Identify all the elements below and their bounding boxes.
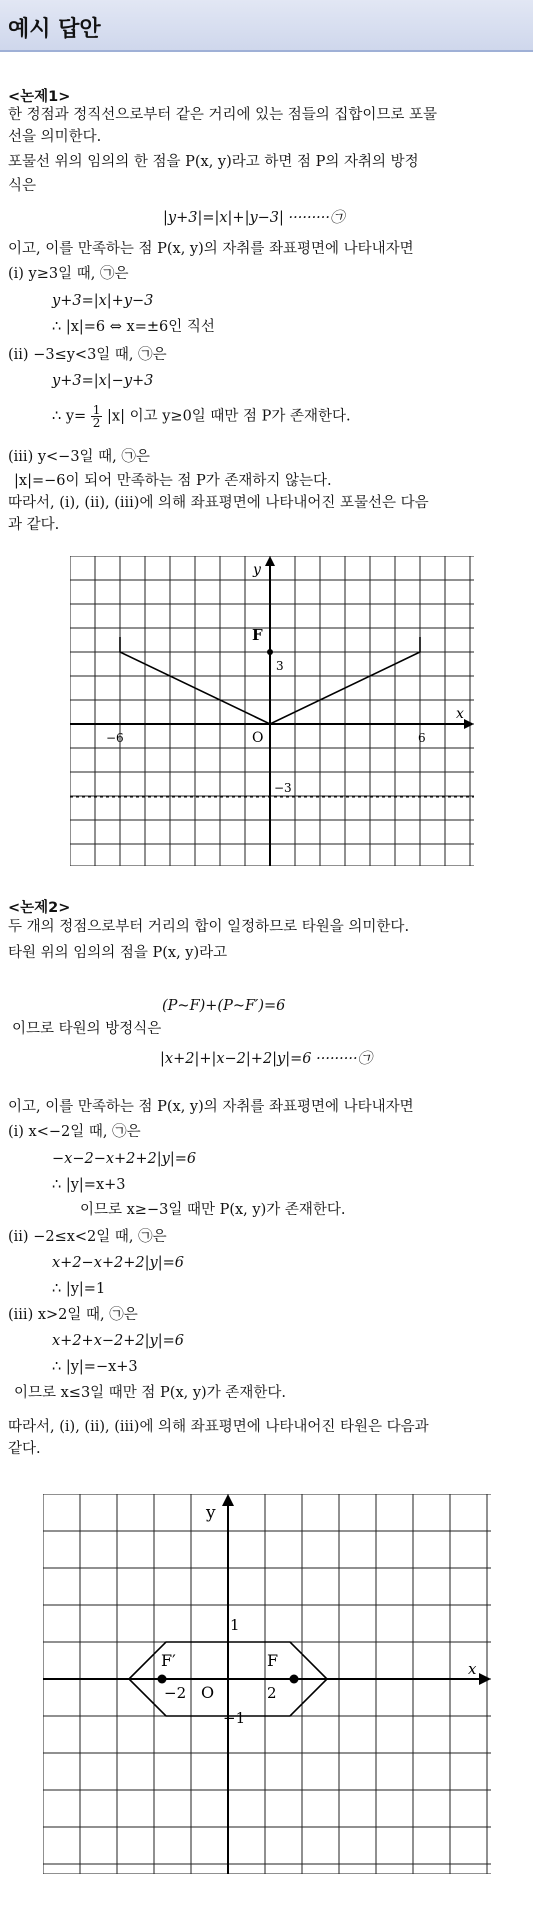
fraction [91,404,103,429]
tick-label-neg1: −1 [223,1709,246,1727]
s2-line: 이므로 x≥−3일 때만 P(x, y)가 존재한다. [80,1202,346,1218]
s1-line: 식은 [8,178,37,194]
tick-label-2: 2 [267,1684,277,1702]
tick-label-neg2: −2 [164,1684,187,1702]
frac-num: 1 [92,403,101,417]
s2-line: ∴ |y|=1 [52,1281,106,1297]
y-axis-label: y [206,1503,216,1523]
origin-label: O [201,1683,215,1702]
ellipse-graph [43,1494,491,1874]
focus-point [267,649,273,655]
s1-line: 따라서, (i), (ii), (iii)에 의해 좌표평면에 나타내어진 포물선은 다음 [8,495,429,511]
s1-line: 이고, 이를 만족하는 점 P(x, y)의 자취를 좌표평면에 나타내자면 [8,241,414,257]
y-axis-arrow [265,556,275,566]
s1-fraction-line [52,404,351,429]
s1-line: y+3=|x|+y−3 [52,293,154,309]
frac-suffix: |x| [107,408,125,425]
focus-right-point [290,1675,299,1684]
s1-line: 선을 의미한다. [8,129,102,145]
parabola-graph [70,556,474,866]
s1-line: |x|=−6이 되어 만족하는 점 P가 존재하지 않는다. [14,473,332,489]
focus-label: F [252,626,263,644]
s2-line: −x−2−x+2+2|y|=6 [52,1151,197,1167]
focus-left-label: F′ [161,1651,176,1670]
s1-case-label: (i) y≥3일 때, ㉠은 [8,266,129,282]
s2-line: 두 개의 정점으로부터 거리의 합이 일정하므로 타원을 의미한다. [8,919,410,935]
s1-line: 과 같다. [8,517,60,533]
s2-line: 이므로 x≤3일 때만 점 P(x, y)가 존재한다. [14,1385,286,1401]
y-axis-label: y [253,562,261,578]
s2-line: x+2+x−2+2|y|=6 [52,1333,184,1349]
y-axis-arrow [222,1494,234,1506]
tick-label-1: 1 [230,1616,240,1634]
x-axis-arrow [464,719,474,729]
s2-line: 이고, 이를 만족하는 점 P(x, y)의 자취를 좌표평면에 나타내자면 [8,1099,414,1115]
s1-line: y+3=|x|−y+3 [52,373,154,389]
s2-case-label: (i) x<−2일 때, ㉠은 [8,1124,141,1140]
x-axis-arrow [479,1673,491,1685]
s2-equation: |x+2|+|x−2|+2|y|=6 ·········㉠ [160,1051,373,1067]
s2-case-label: (ii) −2≤x<2일 때, ㉠은 [8,1229,167,1245]
focus-right-label: F [267,1651,279,1670]
s2-line: 타원 위의 임의의 점을 P(x, y)라고 [8,945,228,961]
s2-line: x+2−x+2+2|y|=6 [52,1255,184,1271]
x-axis-label: x [468,1660,477,1678]
s2-case-label: (iii) x>2일 때, ㉠은 [8,1307,138,1323]
origin-label: O [252,730,264,746]
focus-left-point [158,1675,167,1684]
s1-line: 이고 y≥0일 때만 점 P가 존재한다. [129,408,351,425]
s1-case-label: (iii) y<−3일 때, ㉠은 [8,449,150,465]
tick-label-6: 6 [418,731,426,745]
section2-heading: <논제2> [8,900,71,916]
s2-line: 같다. [8,1441,41,1457]
s2-line: ∴ |y|=−x+3 [52,1359,138,1375]
frac-den: 2 [92,416,101,430]
page-header [0,0,533,52]
s1-equation: |y+3|=|x|+|y−3| ·········㉠ [163,210,345,226]
s1-case-label: (ii) −3≤y<3일 때, ㉠은 [8,347,167,363]
tick-label-neg3: −3 [274,781,292,795]
s1-line: 한 정점과 정직선으로부터 같은 거리에 있는 점들의 집합이므로 포물 [8,107,438,123]
tick-label-neg6: −6 [106,731,124,745]
s2-line: (P~F)+(P~F′)=6 [162,998,286,1014]
page-title: 예시 답안 [8,17,101,42]
s1-line: ∴ |x|=6 ⇔ x=±6인 직선 [52,319,215,335]
s1-line: 포물선 위의 임의의 한 점을 P(x, y)라고 하면 점 P의 자취의 방정 [8,154,419,170]
s2-line: 따라서, (i), (ii), (iii)에 의해 좌표평면에 나타내어진 타원은 다음과 [8,1419,429,1435]
tick-label-3: 3 [276,659,284,673]
section1-heading: <논제1> [8,89,71,105]
frac-prefix: ∴ y= [52,408,87,425]
s2-line: ∴ |y|=x+3 [52,1177,126,1193]
s2-line: 이므로 타원의 방정식은 [12,1021,162,1037]
x-axis-label: x [456,706,464,722]
